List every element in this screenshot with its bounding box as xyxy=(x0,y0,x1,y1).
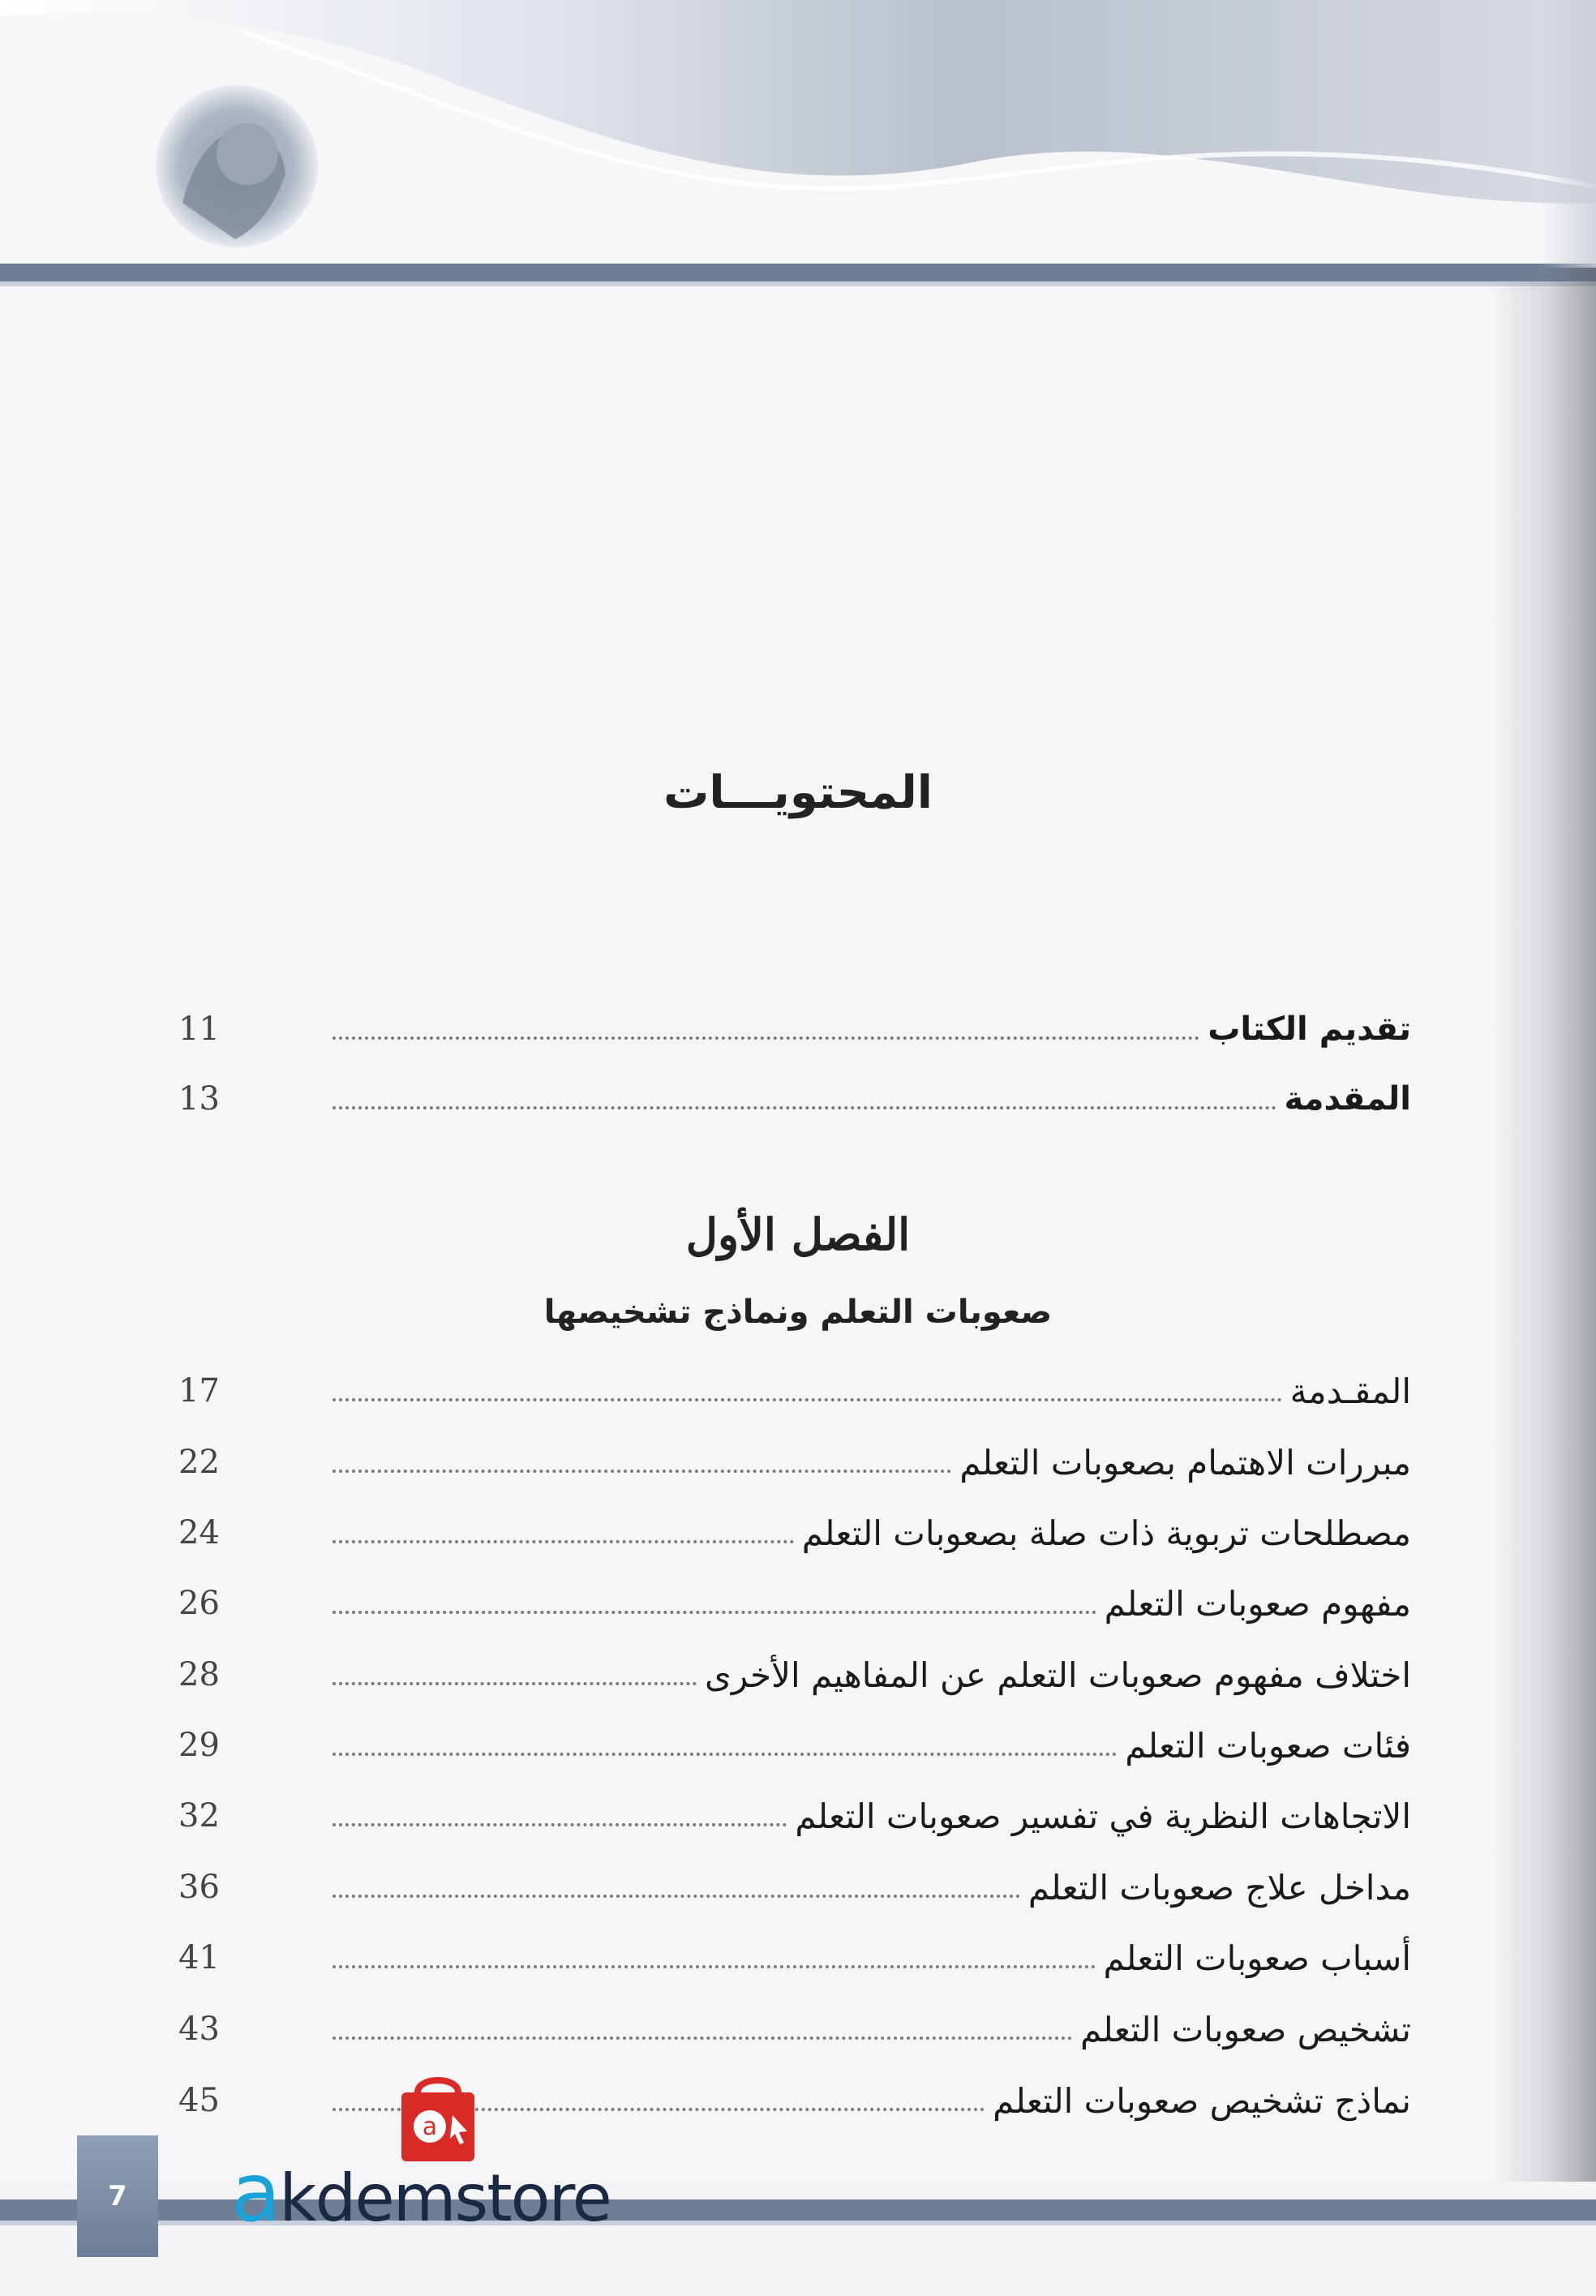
toc-label: اختلاف مفهوم صعوبات التعلم عن المفاهيم الأخرى xyxy=(705,1654,1411,1695)
dot-leader xyxy=(332,1895,1020,1898)
toc-page-number: 26 xyxy=(178,1585,220,1622)
toc-row xyxy=(178,1929,1411,1986)
toc-page-number: 36 xyxy=(178,1869,220,1906)
watermark-logo xyxy=(231,2068,685,2240)
toc-page-number: 43 xyxy=(178,2011,220,2048)
header-wave-banner xyxy=(0,0,1596,292)
toc-row xyxy=(178,1363,1411,1419)
toc-label: مداخل علاج صعوبات التعلم xyxy=(1028,1867,1411,1908)
toc-label: نماذج تشخيص صعوبات التعلم xyxy=(993,2080,1411,2121)
toc-label: مبررات الاهتمام بصعوبات التعلم xyxy=(959,1442,1411,1483)
toc-page-number: 45 xyxy=(178,2082,220,2119)
toc-page-number: 32 xyxy=(178,1797,220,1835)
toc-label: مصطلحات تربوية ذات صلة بصعوبات التعلم xyxy=(801,1513,1411,1553)
page-title: المحتويـــات xyxy=(663,766,933,819)
toc-row xyxy=(178,2001,1411,2058)
dot-leader xyxy=(332,1753,1117,1756)
svg-text:a: a xyxy=(422,2113,438,2141)
chapter-title: الفصل الأول xyxy=(685,1208,911,1260)
toc-label: المقـدمة xyxy=(1289,1371,1411,1411)
toc-label: فئات صعوبات التعلم xyxy=(1125,1725,1411,1766)
toc-label: الاتجاهات النظرية في تفسير صعوبات التعلم xyxy=(795,1796,1411,1836)
toc-row xyxy=(178,1504,1411,1561)
dot-leader xyxy=(332,1611,1096,1614)
toc-page-number: 24 xyxy=(178,1514,220,1551)
toc-page-number: 17 xyxy=(178,1372,220,1410)
toc-page-number: 13 xyxy=(178,1080,220,1118)
watermark-word: kdemstore xyxy=(279,2161,611,2236)
dot-leader xyxy=(332,1965,1096,1968)
toc-page-number: 29 xyxy=(178,1727,220,1764)
edge-shadow xyxy=(1491,268,1596,2296)
toc-label: المقدمة xyxy=(1284,1080,1411,1118)
toc-row xyxy=(178,1787,1411,1844)
toc-row xyxy=(178,1575,1411,1632)
dot-leader xyxy=(332,1682,697,1685)
toc-page-number: 11 xyxy=(178,1011,220,1048)
toc-row xyxy=(178,1071,1411,1127)
watermark-text xyxy=(231,2145,611,2240)
dot-leader xyxy=(332,1398,1282,1401)
toc-label: مفهوم صعوبات التعلم xyxy=(1104,1583,1411,1624)
toc-row xyxy=(178,1434,1411,1491)
dot-leader xyxy=(332,2036,1072,2040)
chapter-subtitle: صعوبات التعلم ونماذج تشخيصها xyxy=(543,1294,1053,1331)
toc-label: أسباب صعوبات التعلم xyxy=(1103,1938,1411,1978)
toc-row xyxy=(178,1646,1411,1703)
toc-row xyxy=(178,1001,1411,1058)
dot-leader xyxy=(332,1036,1199,1040)
watermark-letter: a xyxy=(231,2145,280,2240)
dot-leader xyxy=(332,1540,794,1543)
toc-page-number: 22 xyxy=(178,1444,220,1481)
toc-page-number: 41 xyxy=(178,1939,220,1976)
toc-page-number: 28 xyxy=(178,1656,220,1693)
toc-label: تشخيص صعوبات التعلم xyxy=(1079,2009,1411,2049)
toc-label: تقديم الكتاب xyxy=(1208,1011,1411,1048)
dot-leader xyxy=(332,1106,1276,1109)
toc-row xyxy=(178,1859,1411,1916)
dot-leader xyxy=(332,1470,951,1473)
dot-leader xyxy=(332,1823,787,1826)
page-number-badge: 7 xyxy=(77,2135,158,2257)
toc-row xyxy=(178,1717,1411,1774)
edge-shadow-top xyxy=(1539,0,1596,268)
